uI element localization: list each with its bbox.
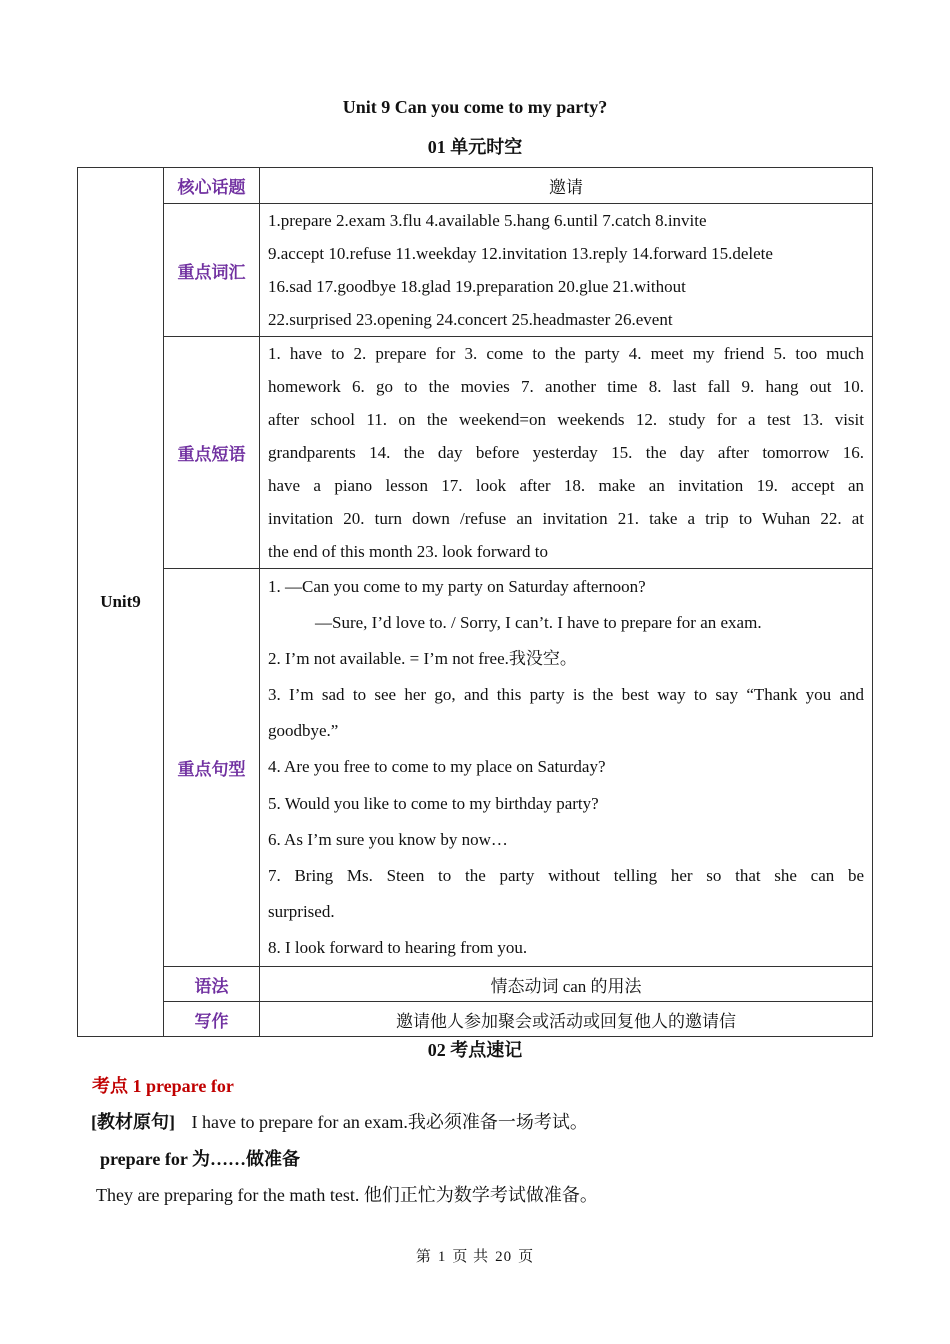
vocab-line: 16.sad 17.goodbye 18.glad 19.preparation 20.glue 21.without bbox=[268, 277, 686, 296]
writing-label: 写作 bbox=[164, 1002, 260, 1037]
sentence-line: 2. I’m not available. = I’m not free.我没空。 bbox=[268, 649, 577, 669]
sentence-line: 5. Would you like to come to my birthday party? bbox=[268, 793, 599, 813]
writing-value: 邀请他人参加聚会或活动或回复他人的邀请信 bbox=[260, 1002, 873, 1037]
unit-label: Unit9 bbox=[78, 168, 164, 1037]
phrases-cell bbox=[260, 337, 873, 569]
phrase-line: have a piano lesson 17. look after 18. make an invitation 19. accept an bbox=[268, 476, 864, 495]
sentence-line: 7. Bring Ms. Steen to the party without telling her so that she can be bbox=[268, 865, 864, 885]
phrase-line: the end of this month 23. look forward to bbox=[268, 542, 548, 561]
phrase-line: invitation 20. turn down /refuse an invitation 21. take a trip to Wuhan 22. at bbox=[268, 509, 864, 528]
topic-value: 邀请 bbox=[260, 168, 873, 204]
sentence-line: goodbye.” bbox=[268, 721, 339, 741]
sentence-line: 8. I look forward to hearing from you. bbox=[268, 937, 528, 957]
grammar-label: 语法 bbox=[164, 967, 260, 1002]
topic-label: 核心话题 bbox=[164, 168, 260, 204]
point-heading: 考点 1 prepare for bbox=[92, 1076, 234, 1096]
sentence-line: 1. —Can you come to my party on Saturday afternoon? bbox=[268, 577, 646, 596]
vocab-line: 1.prepare 2.exam 3.flu 4.available 5.hang 6.until 7.catch 8.invite bbox=[268, 211, 707, 230]
phrases-label: 重点短语 bbox=[164, 337, 260, 569]
vocab-label: 重点词汇 bbox=[164, 204, 260, 337]
phrase-definition: prepare for 为……做准备 bbox=[100, 1149, 300, 1169]
vocab-line: 22.surprised 23.opening 24.concert 25.headmaster 26.event bbox=[268, 310, 673, 329]
textbook-sentence bbox=[91, 1108, 588, 1134]
section-heading-overview: 01 单元时空 bbox=[427, 137, 523, 157]
sentences-label: 重点句型 bbox=[164, 569, 260, 967]
vocab-cell bbox=[260, 204, 873, 337]
sentence-line: surprised. bbox=[268, 901, 335, 921]
section-heading-points: 02 考点速记 bbox=[427, 1040, 523, 1060]
phrase-line: after school 11. on the weekend=on weekends 12. study for a test 13. visit bbox=[268, 410, 864, 429]
unit-overview-table bbox=[77, 167, 873, 1037]
sentences-cell bbox=[260, 569, 873, 967]
footer-text: 页 bbox=[518, 1249, 535, 1265]
page-number: 1 bbox=[437, 1249, 447, 1265]
phrase-line: 1. have to 2. prepare for 3. come to the party 4. meet my friend 5. too much bbox=[268, 344, 864, 363]
page-title: Unit 9 Can you come to my party? bbox=[342, 97, 608, 117]
textbook-label: [教材原句] bbox=[91, 1112, 175, 1132]
total-pages: 20 bbox=[495, 1249, 513, 1265]
sentence-line: —Sure, I’d love to. / Sorry, I can’t. I have to prepare for an exam. bbox=[315, 613, 762, 633]
vocab-line: 9.accept 10.refuse 11.weekday 12.invitation 13.reply 14.forward 15.delete bbox=[268, 244, 773, 263]
footer-text: 第 bbox=[415, 1249, 432, 1265]
phrase-line: homework 6. go to the movies 7. another time 8. last fall 9. hang out 10. bbox=[268, 377, 864, 396]
textbook-text: I have to prepare for an exam.我必须准备一场考试。 bbox=[191, 1112, 588, 1132]
sentence-line: 3. I’m sad to see her go, and this party is the best way to say “Thank you and bbox=[268, 685, 864, 705]
sentence-line: 6. As I’m sure you know by now… bbox=[268, 829, 508, 849]
phrase-line: grandparents 14. the day before yesterday 15. the day after tomorrow 16. bbox=[268, 443, 864, 462]
grammar-value: 情态动词 can 的用法 bbox=[260, 967, 873, 1002]
sentence-line: 4. Are you free to come to my place on Saturday? bbox=[268, 757, 606, 777]
page-footer bbox=[0, 1245, 950, 1266]
footer-text: 页 共 bbox=[452, 1249, 490, 1265]
example-sentence: They are preparing for the math test. 他们正忙为数学考试做准备。 bbox=[96, 1185, 598, 1205]
